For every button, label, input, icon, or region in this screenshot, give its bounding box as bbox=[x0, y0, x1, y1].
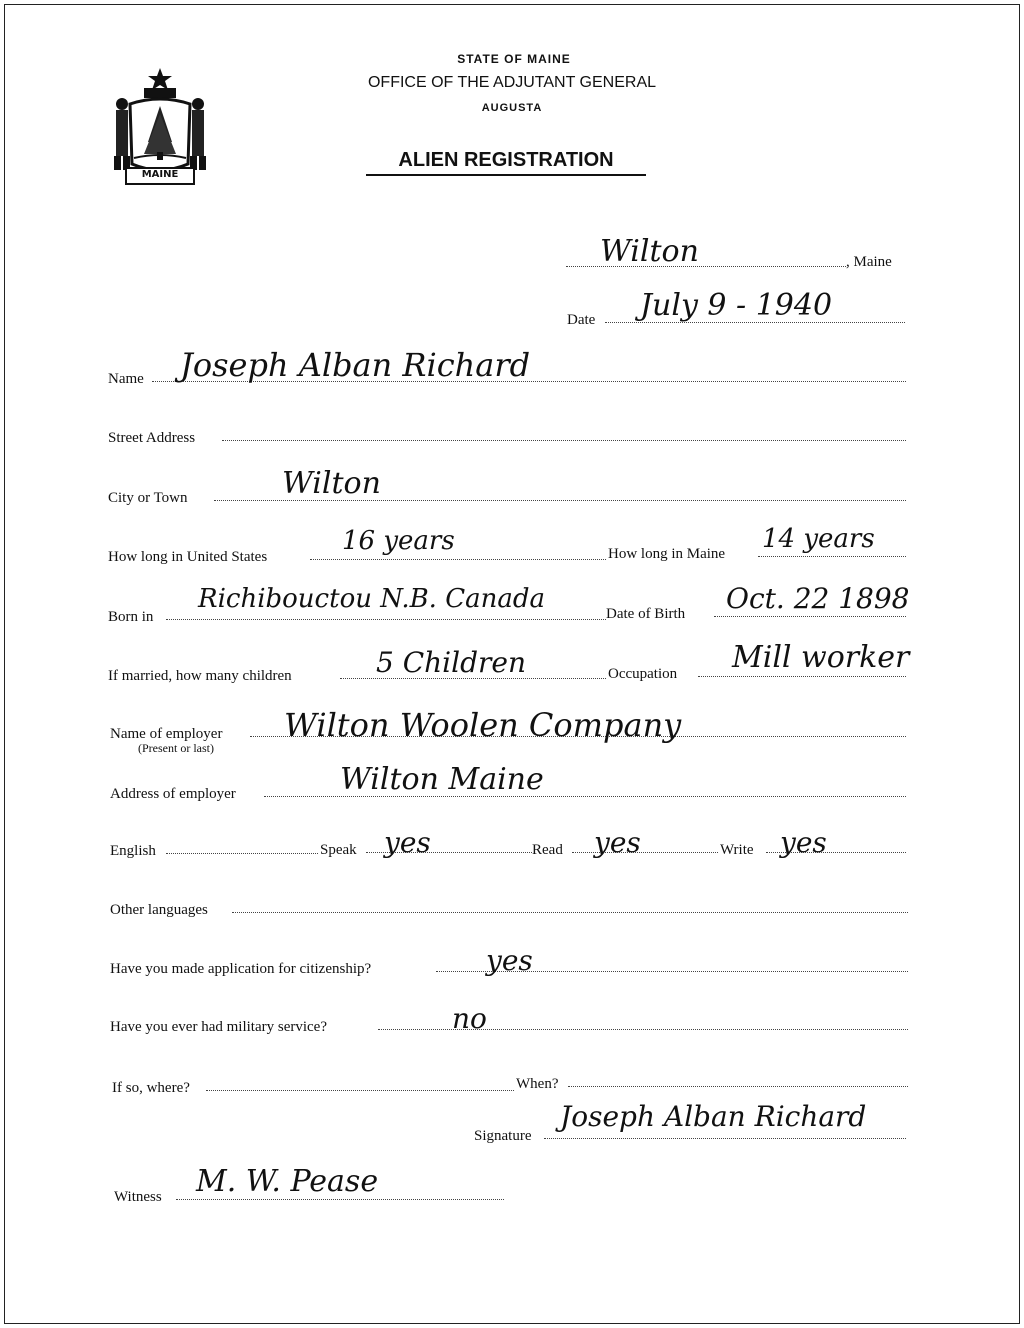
date-of-birth-value: Oct. 22 1898 bbox=[726, 582, 910, 615]
maine-label: , Maine bbox=[846, 254, 892, 270]
street-line bbox=[222, 440, 906, 441]
seal-scroll-text: MAINE bbox=[141, 169, 179, 180]
date-of-birth-line bbox=[714, 616, 906, 617]
other-languages-label: Other languages bbox=[110, 902, 208, 918]
signature-label: Signature bbox=[474, 1128, 532, 1144]
signature-line bbox=[544, 1138, 906, 1139]
city-value: Wilton bbox=[282, 466, 381, 501]
header-state: STATE OF MAINE bbox=[457, 52, 571, 66]
citizenship-label: Have you made application for citizenship? bbox=[110, 961, 372, 977]
years-maine-value: 14 years bbox=[762, 524, 875, 554]
born-in-value: Richibouctou N.B. Canada bbox=[198, 584, 546, 614]
date-label: Date bbox=[567, 312, 596, 328]
if-so-line bbox=[206, 1090, 514, 1091]
citizenship-value: yes bbox=[486, 944, 533, 977]
occupation-label: Occupation bbox=[608, 666, 678, 682]
children-label: If married, how many children bbox=[108, 668, 292, 684]
military-value: no bbox=[452, 1002, 487, 1035]
write-label: Write bbox=[720, 842, 754, 858]
employer-address-label: Address of employer bbox=[110, 786, 236, 802]
how-long-us-label: How long in United States bbox=[108, 549, 268, 565]
when-line bbox=[568, 1086, 908, 1087]
read-value: yes bbox=[594, 826, 641, 859]
speak-value: yes bbox=[384, 826, 431, 859]
employer-address-value: Wilton Maine bbox=[340, 762, 544, 797]
name-label: Name bbox=[108, 371, 144, 387]
occupation-line bbox=[698, 676, 906, 677]
witness-label: Witness bbox=[114, 1189, 162, 1205]
other-languages-line bbox=[232, 912, 908, 913]
employer-value: Wilton Woolen Company bbox=[284, 706, 682, 744]
witness-line bbox=[176, 1199, 504, 1200]
born-in-label: Born in bbox=[108, 609, 154, 625]
english-label: English bbox=[110, 843, 156, 859]
header-city: AUGUSTA bbox=[481, 102, 543, 114]
how-long-us-line bbox=[310, 559, 606, 560]
military-label: Have you ever had military service? bbox=[110, 1019, 327, 1035]
how-long-maine-label: How long in Maine bbox=[608, 546, 726, 562]
header-office: OFFICE OF THE ADJUTANT GENERAL bbox=[367, 74, 657, 91]
city-label: City or Town bbox=[108, 490, 188, 506]
how-long-maine-line bbox=[758, 556, 906, 557]
page-title: ALIEN REGISTRATION bbox=[366, 149, 646, 176]
employer-note: (Present or last) bbox=[138, 741, 214, 755]
occupation-value: Mill worker bbox=[732, 640, 910, 675]
write-value: yes bbox=[780, 826, 827, 859]
date-of-birth-label: Date of Birth bbox=[606, 606, 686, 622]
witness-value: M. W. Pease bbox=[196, 1164, 379, 1199]
street-label: Street Address bbox=[108, 430, 196, 446]
signature-value: Joseph Alban Richard bbox=[560, 1100, 867, 1133]
years-us-value: 16 years bbox=[342, 526, 455, 556]
date-value: July 9 - 1940 bbox=[640, 288, 833, 323]
name-value: Joseph Alban Richard bbox=[180, 346, 531, 384]
speak-label: Speak bbox=[320, 842, 357, 858]
if-so-label: If so, where? bbox=[112, 1080, 190, 1096]
english-line bbox=[166, 853, 318, 854]
when-label: When? bbox=[516, 1076, 559, 1092]
employer-label: Name of employer bbox=[110, 726, 223, 742]
children-value: 5 Children bbox=[376, 646, 526, 679]
born-in-line bbox=[166, 619, 606, 620]
read-label: Read bbox=[532, 842, 563, 858]
town-value: Wilton bbox=[600, 234, 699, 269]
